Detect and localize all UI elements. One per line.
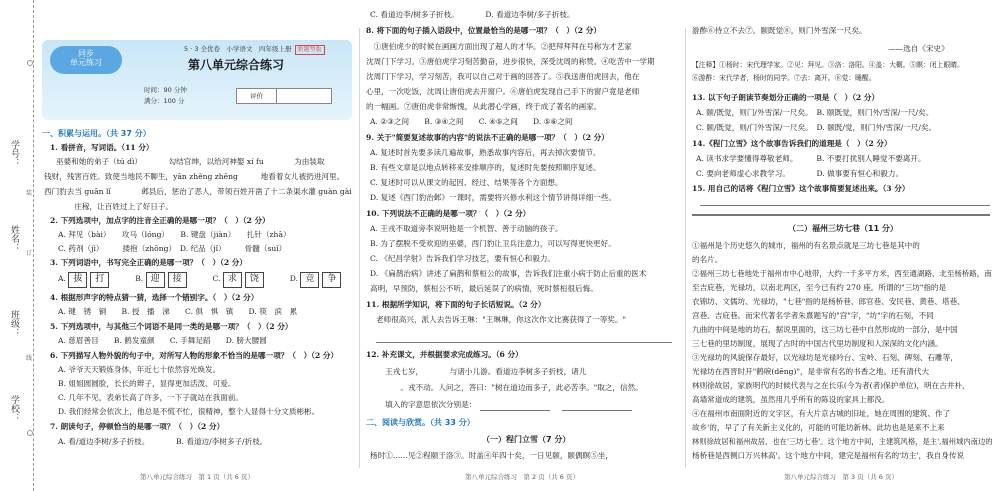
passage-line: 林则徐故居和福州故居，也在'三坊七巷'。这个地方中间，主建筑风格，是主',福州城内南边的 — [692, 437, 993, 446]
passage-line: ①福州是个历史悠久的城市，福州的有名景点就是三坊七巷是其中的 — [692, 241, 920, 250]
option-row: A. 慈眉善目 B. 鹤发童颜 C. 手舞足蹈 D. 膀大腰圆 — [58, 336, 267, 345]
name-label: 姓名： — [9, 225, 19, 252]
question: 4. 根据形声字的特点猜一猜，选择一个错别字。（ ）（2 分） — [50, 293, 259, 302]
binding-hole — [27, 60, 33, 66]
char-tile: 争 — [322, 272, 341, 288]
option-row: D. 《扁鹊治病》讲述了扁鹊和蔡桓公的故事，告诉我们注重小病于防止后重的医术 — [370, 269, 647, 278]
binding-mark: 订 — [26, 250, 33, 257]
question: 7. 朗读句子，停顿恰当的是哪一项？（ ）（2 分） — [50, 422, 225, 431]
char-tile: 迎 — [146, 272, 165, 288]
question: 10. 下列说法不正确的是哪一项？（ ）（2 分） — [366, 209, 531, 218]
section-heading: 二、阅读与欣赏。（共 33 分） — [366, 418, 475, 427]
answer-blank[interactable] — [480, 410, 550, 411]
option-row: C. 颐/既觉，则/门外雪深/一尺矣。 D. 颐既/觉，则门外/雪深/一尺/矣。 — [696, 123, 937, 132]
page-footer: 第八单元综合练习 第 2 页（共 6 页） — [464, 473, 580, 481]
question-text: 庄稼，让百姓过上了好日子。 — [44, 202, 174, 211]
question: 14.《程门立雪》这个故事告诉我们的道理是（ ）（2 分） — [692, 139, 892, 148]
option-row: A. 复述时首先要多读几遍故事，熟悉故事内容后，再去掉次要情节。 — [370, 148, 601, 157]
question-text: 王戎七岁， 与诸小儿游。看道边李树多子折枝，诸儿 — [370, 367, 587, 376]
annotation-note: ⑥游酢：宋代学者，杨时的同学。⑦去：离开。⑧觉：睡醒。 — [692, 74, 876, 82]
option-row: C. 几年不见，表弟长高了许多，一下子就站在我面前。 — [58, 393, 244, 402]
char-tile: 拔 — [68, 272, 87, 288]
tile-row: A. 拔 打 B. 迎 接 C. 求 饶 D. 竞 争 — [58, 272, 344, 288]
option-row: C. 看道边李/树多子折枝。 D. 看道边李树/多子折枝。 — [370, 10, 575, 19]
passage-line: 游酢⑥侍立不去⑦。颐既觉⑧，则门外雪深一尺矣。 — [692, 26, 867, 35]
option-row: A. 读书求学要懂得尊敬老师。 B. 不要打扰别人睡觉不要离开。 — [696, 154, 926, 163]
passage-line: 至吉庇巷，光禄坊，以南北两区，至今已有约 270 座。所谓的"三坊"指的是 — [692, 283, 947, 292]
time-limit: 时间：90 分钟 — [144, 86, 187, 94]
page-1 — [36, 0, 358, 491]
binding-hole — [27, 430, 33, 436]
page-title: 第八单元综合练习 — [187, 58, 284, 72]
answer-blank[interactable] — [562, 410, 632, 411]
class-label: 班级： — [9, 310, 19, 337]
passage-line: ③光禄坊的风貌保存最好，以光禄坊是光禄吟台、宝岭、石刻、碑刻、石雕等， — [692, 353, 958, 362]
binding-mark: 线 — [26, 355, 33, 362]
option-row: C. 药剂（jì） 搂抱（zhōng） D. 纪品（jǐ） 骨髓（suǐ） — [58, 244, 287, 253]
question-text: 老师很高兴，派人去告诉王琳："王琳琳，你这次作文比赛获得了一等奖。" — [376, 315, 626, 324]
edition-tag: 新题型版 — [295, 45, 325, 55]
passage-line: ①唐伯虎少的时候在画画方面出现了超人的才华。②把拜拜拜在号称为才艺家 — [366, 42, 632, 51]
passage-line: 光禄坊在西晋时开"鹤唳(dēng)"，是非常有名的书香之地。还有清代大 — [692, 367, 930, 376]
char-tile: 竞 — [300, 272, 319, 288]
question: 12. 补充课文，并根据要求完成练习。（6 分） — [366, 350, 523, 359]
series-line: 5 · 3 全优卷 小学语文 四年级上册 新题型版 — [184, 45, 325, 55]
question-text: 钱财，残害百姓。致使当地民不聊生，yān zhěng zhēng 地看着女儿被扔进河里。 — [44, 172, 345, 181]
passage-line: 杨时①……见②程颐于洛③。时盖④年四十矣，一日见颐，颐偶瞑⑤坐， — [370, 451, 613, 460]
passage-line: ②福州三坊七巷地处于福州市中心地带，大约一千多平方米，西至通湖路，北至杨桥路，南 — [692, 269, 992, 278]
question-text: 巫婆和她的弟子（tú dì） 勾结官绅，以给河神娶 xí fu 为由装取 — [56, 157, 325, 166]
section-heading: 一、积累与运用。（共 37 分） — [42, 129, 151, 138]
passage-line: 故乡'的，早了了有关新主义化的，可能的可能坊新林。此坊也是是来不上来 — [692, 423, 945, 432]
passage-line: ④在福州市南面附近的文字区，有大片京古城的旧址，她在周围的建筑、作了 — [692, 409, 951, 418]
binding-strip — [0, 0, 34, 491]
score-box[interactable] — [236, 88, 332, 104]
passage-line: 衣锦坊、文儒坊、光禄坊，"七巷"指的是杨桥巷、郎官巷、安民巷、黄巷、塔巷、 — [692, 297, 965, 306]
passage-line: 沈周门下学习。③唐伯虎学习刻苦勤奋，进步很快，深受沈周的称赞。④吃苦中一学期 — [366, 57, 655, 66]
char-tile: 饶 — [245, 272, 264, 288]
source-citation: ——选自《宋史》 — [888, 44, 949, 53]
answer-line[interactable] — [700, 205, 990, 206]
page-footer: 第八单元综合练习 第 3 页（共 6 页） — [783, 473, 899, 481]
school-label: 学校： — [9, 395, 19, 422]
passage-line: 九曲的中间是地的坊石，据说里面的，这三坊七巷中自然形成的一部分，是中国 — [692, 325, 958, 334]
column-divider — [685, 28, 686, 468]
option-row: A. 爷爷天天锻炼身体，年近七十依然容光焕发。 — [58, 365, 221, 374]
student-id-label: 学号： — [9, 140, 19, 167]
question: 5. 下列选项中，与其他三个词语不是同一类的是哪一项？（ ）（2 分） — [50, 322, 293, 331]
passage-line: 高墙常道成的建筑，虽然用几乎所有的陈设的家具上都没。 — [692, 395, 890, 404]
passage-title: （二）福州三坊七巷（11 分） — [788, 224, 898, 233]
passage-line: 杨桥巷是西侧口万兴林高'。这个地方中间，建完是福州有名的'坊主'，我自身传说 — [692, 451, 965, 460]
page-3 — [688, 0, 994, 491]
unit-badge: 同步 单元练习 — [50, 46, 122, 74]
question-text: 。戎不动。人问之，答曰："树在道边而多子，此必苦李。"取之，信然。 — [370, 383, 643, 392]
passage-line: 的名片。 — [692, 255, 723, 264]
option-row: A. ②③之间 B. ③④之间 C. ④⑤之间 D. ⑤⑥之间 — [370, 117, 573, 126]
question-text: 西门豹去当 guān lǐ 邺县后，惩治了恶人，带领百姓开凿了十二条渠水灌 guàn gài — [44, 187, 352, 196]
option-row: B. 为了摆脱不受欢迎的巫婆，西门豹让卫兵注意力，可以写得更快更好。 — [370, 239, 616, 248]
passage-line: 宫巷、吉庇巷。而宋代著名学者朱熹题写的"宫"字，"坊"字的石刻，不同 — [692, 311, 934, 320]
answer-line[interactable] — [376, 342, 672, 343]
option-row: A. 拜见（bài） 攻马（lóng） B. 键盘（jiàn） 扎针（zhā） — [58, 230, 291, 239]
section-separator — [692, 214, 990, 216]
option-row: A. 王戎不取道旁李说明他是一个机智、善于动脑的孩子。 — [370, 224, 563, 233]
passage-line: 的一幅画。⑦唐伯虎非常惭愧，从此潜心学画，终于成了著名的画家。 — [366, 102, 602, 111]
question: 11. 根据所学知识，将下面的句子长话短说。（2 分） — [366, 300, 546, 309]
option-row: A. 颐/既觉，则门/外雪深/一尺矣。 B. 颐既觉，则门外/雪深/一尺/矣。 — [696, 108, 934, 117]
question: 9. 关于"简要复述故事的内容"的说法不正确的是哪一项？（ ）（2 分） — [366, 133, 609, 142]
question: 15. 用自己的话将《程门立雪》这个故事简要复述出来。（3 分） — [692, 184, 910, 193]
question: 6. 下列描写人物外貌的句子中，对所写人物的形象不恰当的是哪一项？（ ）（2 分） — [50, 351, 339, 360]
passage-title: （一）程门立雪（7 分） — [482, 435, 571, 444]
char-tile: 接 — [168, 272, 187, 288]
option-row: C. 要向老师虚心求教学习。 D. 做事要有恒心和毅力。 — [696, 169, 904, 178]
passage-line: 心里，一次吃饭，沈周让唐伯虎去开窗户。⑥唐伯虎发现自己手下的窗户竟是老师 — [366, 87, 640, 96]
question-text: 填入的字意思依次分别是： — [370, 400, 477, 409]
binding-mark: 装 — [26, 190, 33, 197]
score-label: 评价 — [237, 89, 277, 103]
question: 8. 将下面的句子插入语段中，位置最恰当的是哪一项？（ ）（2 分） — [366, 26, 601, 35]
option-row: C. 复述时可以从课文的起因、经过、结果等各个方面想。 — [370, 178, 563, 187]
passage-line: 林则徐故居，家族明代的时候代表与之在长乐(今为者(者)保护单位)，明在古井朴， — [692, 381, 970, 390]
option-row: B. 姐姐圆圆脸，长长的辫子，显得更加活泼、可爱。 — [58, 379, 236, 388]
question: 1. 看拼音，写词语。（11 分） — [50, 143, 154, 152]
option-row: B. 有些文章是以地点转移来安排顺序的，复述时先要按照顺序复述。 — [370, 163, 601, 172]
total-score: 满分：100 分 — [144, 97, 185, 105]
option-row: D. 复述《西门豹治邺》一课时，需要将兴修水利这个情节讲得详细一些。 — [370, 193, 617, 202]
option-row: 高明，早预防，蔡桓公不听，最后延误了的病情，死时蔡桓很后悔。 — [370, 284, 598, 293]
question: 3. 下列词语中，书写完全正确的是哪一项？（ ）（2 分） — [50, 258, 247, 267]
page-2 — [362, 0, 682, 491]
column-divider — [359, 28, 360, 468]
option-row: A. 键 锈 铜 B. 授 播 涕 C. 俱 惧 镇 D. 筷 滨 累 — [58, 307, 298, 316]
option-row: D. 我们经常会依次上，他总是不慌不忙，很精神，整个人显得十分文质彬彬。 — [58, 407, 320, 416]
char-tile: 打 — [90, 272, 109, 288]
passage-line: 三七巷的里坊制度，展现了古时的中国古代里坊制度和人深深的文化内涵。 — [692, 339, 943, 348]
option-row: A. 看/道边李树/多子折枝。 B. 看道边/李树多子/折枝。 — [58, 437, 268, 446]
passage-line: 沈周门下学习，学习刻苦，我可以自己对于画的回答了。⑤我送唐伯虎回去，他在 — [366, 72, 640, 81]
page-footer: 第八单元综合练习 第 1 页（共 6 页） — [139, 473, 255, 481]
question: 13. 以下句子朗读节奏划分正确的一项是（ ）（2 分） — [692, 93, 880, 102]
question: 2. 下列选项中，加点字的注音全正确的是哪一项？（ ）（2 分） — [50, 216, 270, 225]
option-row: C. 《纪昌学射》告诉我们学习技艺，要有恒心和毅力。 — [370, 254, 556, 263]
annotation-note: 【注释】①杨时：宋代理学家。②见：拜见。③洛：洛阳。④盖：大概。⑤瞑：闭上眼睛。 — [692, 61, 964, 69]
char-tile: 求 — [223, 272, 242, 288]
